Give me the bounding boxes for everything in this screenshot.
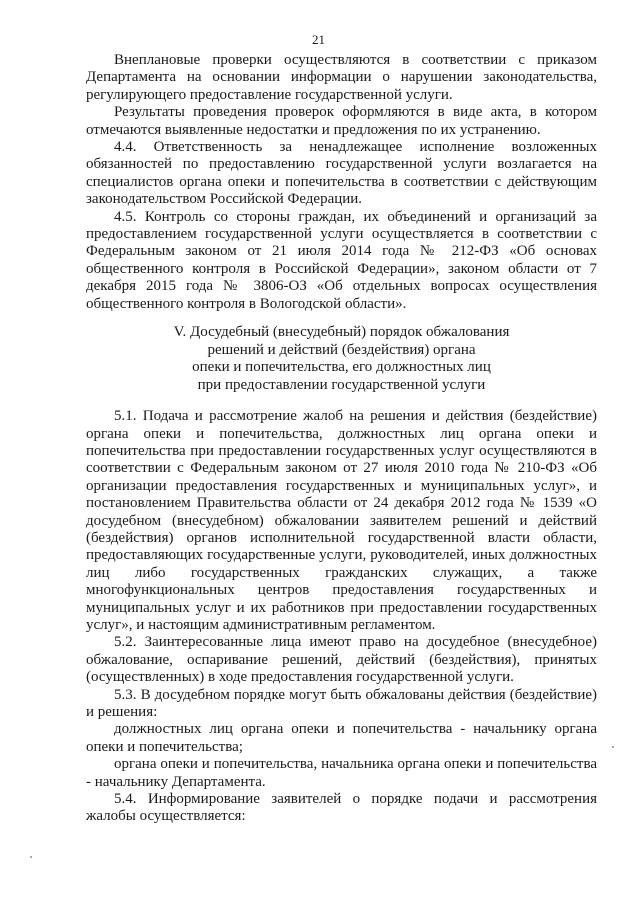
section-heading-line: при предоставлении государственной услуги [197, 376, 486, 393]
scan-speck [30, 856, 32, 858]
section-v-heading [86, 324, 597, 394]
paragraph-inspection-results: Результаты проведения проверок оформляются в виде акта, в котором отмечаются выявленные недостатки и предложения по их устранению. [86, 104, 597, 138]
paragraph-officials-appeal: должностных лиц органа опеки и попечительства - начальнику органа опеки и попечительства; [86, 721, 597, 755]
page-number: 21 [312, 32, 325, 47]
paragraph-4-5-public-control: 4.5. Контроль со стороны граждан, их объединений и организаций за предоставлением государственной услуги осуществляется в соответствии с Федеральным законом от 21 июля 2014 года № 212-ФЗ «Об основах общественного контроля в Российской Федерации», законом области от 7 декабря 2015 года № 3806-ОЗ «Об отдельных вопросах осуществления общественного контроля в Вологодской области». [86, 208, 597, 312]
section-heading-line: опеки и попечительства, его должностных лиц [192, 359, 491, 376]
paragraph-4-4-responsibility: 4.4. Ответственность за ненадлежащее исполнение возложенных обязанностей по предоставлению государственной услуги возлагается на специалистов органа опеки и попечительства в соответствии с действующим законодательством Российской Федерации. [86, 139, 597, 208]
paragraph-guardianship-body-appeal: органа опеки и попечительства, начальника органа опеки и попечительства - начальнику Департамента. [86, 756, 597, 790]
paragraph-5-2-right-to-appeal: 5.2. Заинтересованные лица имеют право на досудебное (внесудебное) обжалование, оспаривание решений, действий (бездействия), принятых (осуществленных) в ходе предоставления государственной услуги. [86, 634, 597, 686]
section-heading-line: V. Досудебный (внесудебный) порядок обжалования [173, 324, 510, 341]
paragraph-unscheduled-inspections: Внеплановые проверки осуществляются в соответствии с приказом Департамента на основании информации о нарушении законодательства, регулирующего предоставление государственной услуги. [86, 52, 597, 103]
paragraph-5-3-appealable-actions: 5.3. В досудебном порядке могут быть обжалованы действия (бездействие) и решения: [86, 686, 597, 720]
paragraph-5-4-informing: 5.4. Информирование заявителей о порядке подачи и рассмотрения жалобы осуществляется: [86, 791, 597, 825]
document-body [86, 52, 597, 826]
scan-speck [612, 746, 614, 748]
section-heading-line: решений и действий (бездействия) органа [207, 341, 476, 358]
paragraph-5-1-complaints: 5.1. Подача и рассмотрение жалоб на решения и действия (бездействие) органа опеки и попечительства, должностных лиц органа опеки и попечительства при предоставлении государственных услуг осуществляются в соответствии с Федеральным законом от 27 июля 2010 года № 210-ФЗ «Об организации предоставления государственных и муниципальных услуг», и постановлением Правительства области от 24 декабря 2012 года № 1539 «О досудебном (внесудебном) обжаловании заявителем решений и действий (бездействия) органов исполнительной государственной власти области, предоставляющих государственные услуги, руководителей, иных должностных лиц либо государственных гражданских служащих, а также многофункциональных центров предоставления государственных и муниципальных услуг и их работников при предоставлении государственных услуг», и настоящим административным регламентом. [86, 408, 597, 633]
